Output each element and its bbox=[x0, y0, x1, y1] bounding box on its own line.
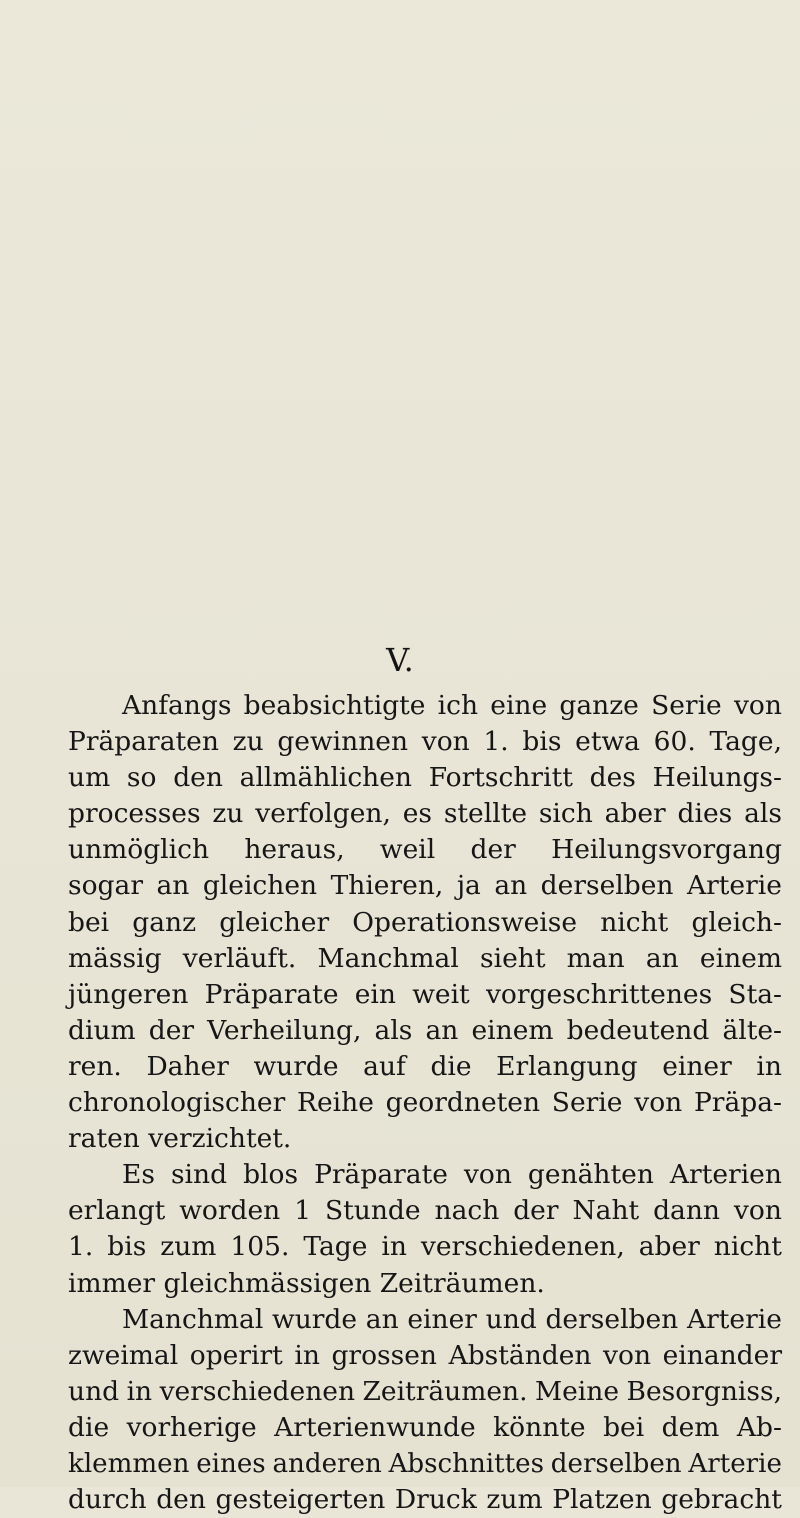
body-text bbox=[68, 688, 782, 1518]
text-line: bei ganz gleicher Operationsweise nicht gleich- bbox=[68, 906, 782, 938]
text-line: raten verzichtet. bbox=[68, 1123, 292, 1155]
text-line: immer gleichmässigen Zeiträumen. bbox=[68, 1267, 545, 1299]
text-line: klemmen eines anderen Abschnittes derselben Arterie bbox=[68, 1448, 782, 1479]
text-line: Präparaten zu gewinnen von 1. bis etwa 60. Tage, bbox=[68, 726, 782, 758]
text-line: ren. Daher wurde auf die Erlangung einer in bbox=[68, 1050, 782, 1082]
text-line: Manchmal wurde an einer und derselben Arterie bbox=[122, 1303, 782, 1335]
text-line: unmöglich heraus, weil der Heilungsvorgang bbox=[68, 834, 782, 866]
text-line: jüngeren Präparate ein weit vorgeschrittenes Sta- bbox=[68, 978, 782, 1010]
text-line: Anfangs beabsichtigte ich eine ganze Serie von bbox=[122, 690, 782, 721]
text-line: die vorherige Arterienwunde könnte bei dem Ab- bbox=[68, 1411, 782, 1443]
text-line: 1. bis zum 105. Tage in verschiedenen, aber nicht bbox=[68, 1231, 782, 1263]
text-line: chronologischer Reihe geordneten Serie von Präpa- bbox=[68, 1087, 782, 1119]
text-line: zweimal operirt in grossen Abständen von einander bbox=[68, 1339, 782, 1371]
text-line: um so den allmählichen Fortschritt des Heilungs- bbox=[68, 762, 782, 794]
text-line: processes zu verfolgen, es stellte sich aber dies als bbox=[68, 798, 782, 830]
text-line: Es sind blos Präparate von genähten Arterien bbox=[122, 1159, 782, 1191]
text-line: durch den gesteigerten Druck zum Platzen gebracht bbox=[68, 1484, 782, 1516]
text-line: erlangt worden 1 Stunde nach der Naht dann von bbox=[68, 1195, 782, 1227]
chapter-numeral: V. bbox=[386, 641, 414, 679]
text-line: sogar an gleichen Thieren, ja an derselben Arterie bbox=[68, 870, 782, 902]
text-line: dium der Verheilung, als an einem bedeutend älte- bbox=[68, 1014, 782, 1046]
text-line: mässig verläuft. Manchmal sieht man an einem bbox=[68, 942, 782, 974]
text-line: und in verschiedenen Zeiträumen. Meine Besorgniss, bbox=[68, 1375, 782, 1407]
